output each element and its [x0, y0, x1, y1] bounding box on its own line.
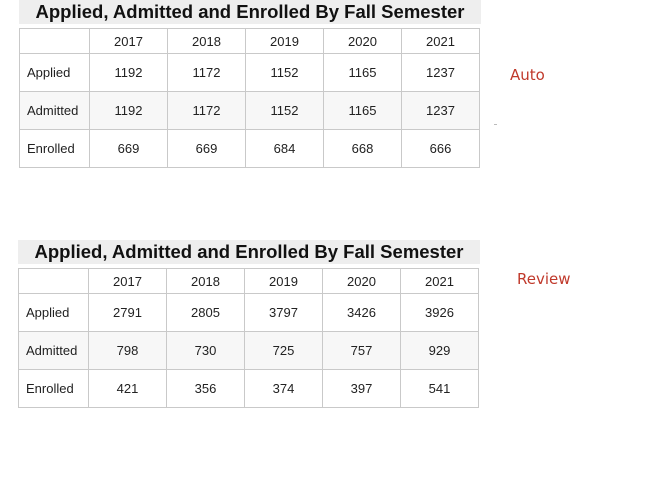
table-title: Applied, Admitted and Enrolled By Fall Semester [18, 240, 480, 264]
cell-value: 730 [167, 332, 245, 370]
cell-value: 1237 [402, 92, 480, 130]
corner-cell [19, 269, 89, 294]
cell-value: 725 [245, 332, 323, 370]
cell-value: 1152 [246, 92, 324, 130]
table-row [19, 332, 479, 370]
cell-value: 1165 [324, 92, 402, 130]
cell-value: 1237 [402, 54, 480, 92]
cell-value: 1152 [246, 54, 324, 92]
year-header: 2018 [167, 269, 245, 294]
cell-value: 1192 [90, 54, 168, 92]
year-header: 2021 [402, 29, 480, 54]
table-row [20, 130, 480, 168]
cell-value: 684 [246, 130, 324, 168]
cell-value: 3426 [323, 294, 401, 332]
data-table [18, 268, 479, 408]
year-header: 2020 [323, 269, 401, 294]
cell-value: 1172 [168, 54, 246, 92]
table-title: Applied, Admitted and Enrolled By Fall Semester [19, 0, 481, 24]
cell-value: 397 [323, 370, 401, 408]
cell-value: 3926 [401, 294, 479, 332]
header-row [19, 269, 479, 294]
row-label: Admitted [19, 332, 89, 370]
cell-value: 374 [245, 370, 323, 408]
cell-value: 421 [89, 370, 167, 408]
header-row [20, 29, 480, 54]
stray-mark [494, 124, 497, 125]
cell-value: 3797 [245, 294, 323, 332]
cell-value: 798 [89, 332, 167, 370]
cell-value: 1172 [168, 92, 246, 130]
year-header: 2017 [90, 29, 168, 54]
cell-value: 668 [324, 130, 402, 168]
cell-value: 2791 [89, 294, 167, 332]
row-label: Enrolled [20, 130, 90, 168]
year-header: 2021 [401, 269, 479, 294]
table-row [20, 54, 480, 92]
cell-value: 669 [168, 130, 246, 168]
year-header: 2019 [246, 29, 324, 54]
enrollment-table-auto [19, 0, 481, 168]
cell-value: 1165 [324, 54, 402, 92]
cell-value: 356 [167, 370, 245, 408]
table-row [19, 370, 479, 408]
year-header: 2020 [324, 29, 402, 54]
cell-value: 541 [401, 370, 479, 408]
row-label: Applied [19, 294, 89, 332]
cell-value: 757 [323, 332, 401, 370]
tag-review: Review [517, 270, 571, 288]
year-header: 2019 [245, 269, 323, 294]
corner-cell [20, 29, 90, 54]
year-header: 2018 [168, 29, 246, 54]
row-label: Admitted [20, 92, 90, 130]
cell-value: 929 [401, 332, 479, 370]
cell-value: 669 [90, 130, 168, 168]
data-table [19, 28, 480, 168]
row-label: Enrolled [19, 370, 89, 408]
cell-value: 666 [402, 130, 480, 168]
tag-auto: Auto [510, 66, 545, 84]
enrollment-table-review [18, 240, 480, 408]
row-label: Applied [20, 54, 90, 92]
cell-value: 2805 [167, 294, 245, 332]
cell-value: 1192 [90, 92, 168, 130]
year-header: 2017 [89, 269, 167, 294]
table-row [19, 294, 479, 332]
table-row [20, 92, 480, 130]
